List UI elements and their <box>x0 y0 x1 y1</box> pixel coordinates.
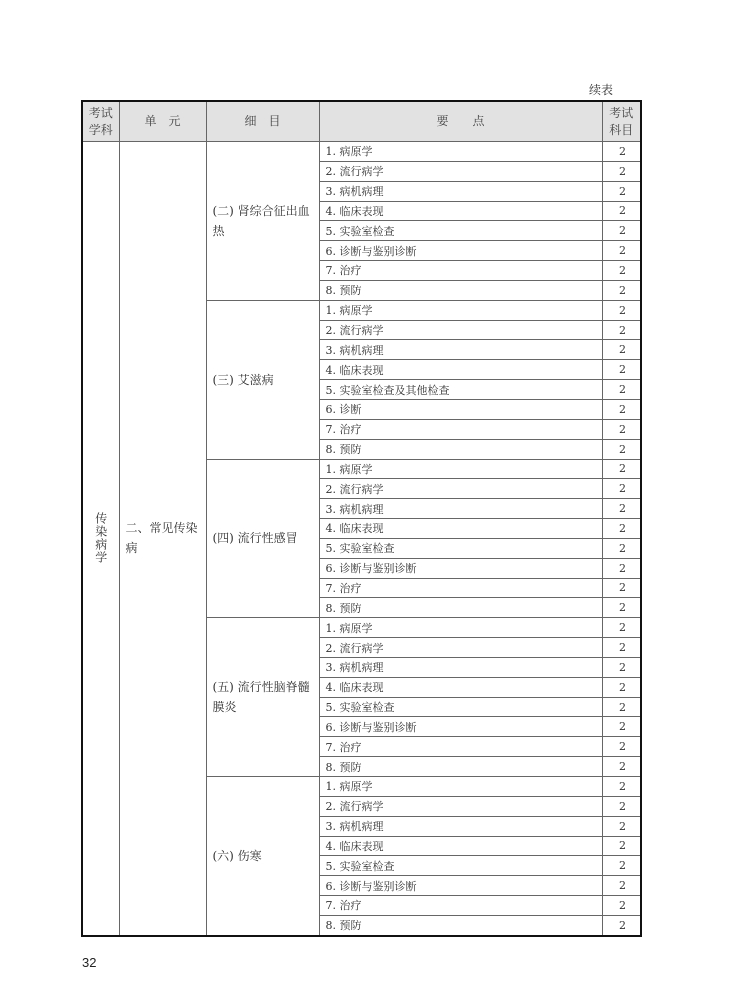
point-cell: 7. 治疗 <box>319 419 602 439</box>
syllabus-table <box>81 100 642 937</box>
score-cell: 2 <box>602 280 641 300</box>
point-cell: 8. 预防 <box>319 915 602 935</box>
score-cell: 2 <box>602 717 641 737</box>
point-cell: 5. 实验室检查 <box>319 221 602 241</box>
score-cell: 2 <box>602 896 641 916</box>
header-detail: 细 目 <box>206 101 319 142</box>
detail-cell: (六) 伤寒 <box>206 777 319 936</box>
detail-cell: (五) 流行性脑脊髓膜炎 <box>206 618 319 777</box>
score-cell: 2 <box>602 697 641 717</box>
score-cell: 2 <box>602 380 641 400</box>
score-cell: 2 <box>602 796 641 816</box>
point-cell: 4. 临床表现 <box>319 677 602 697</box>
point-cell: 8. 预防 <box>319 598 602 618</box>
score-cell: 2 <box>602 300 641 320</box>
point-cell: 4. 临床表现 <box>319 201 602 221</box>
point-cell: 7. 治疗 <box>319 737 602 757</box>
score-cell: 2 <box>602 360 641 380</box>
point-cell: 6. 诊断与鉴别诊断 <box>319 876 602 896</box>
score-cell: 2 <box>602 578 641 598</box>
score-cell: 2 <box>602 161 641 181</box>
point-cell: 1. 病原学 <box>319 142 602 162</box>
point-cell: 7. 治疗 <box>319 261 602 281</box>
header-points: 要 点 <box>319 101 602 142</box>
score-cell: 2 <box>602 876 641 896</box>
header-row <box>82 101 641 142</box>
point-cell: 2. 流行病学 <box>319 638 602 658</box>
detail-cell: (三) 艾滋病 <box>206 300 319 459</box>
point-cell: 7. 治疗 <box>319 896 602 916</box>
score-cell: 2 <box>602 459 641 479</box>
score-cell: 2 <box>602 598 641 618</box>
point-cell: 2. 流行病学 <box>319 479 602 499</box>
point-cell: 3. 病机病理 <box>319 499 602 519</box>
score-cell: 2 <box>602 439 641 459</box>
score-cell: 2 <box>602 638 641 658</box>
point-cell: 3. 病机病理 <box>319 816 602 836</box>
point-cell: 6. 诊断与鉴别诊断 <box>319 558 602 578</box>
score-cell: 2 <box>602 618 641 638</box>
point-cell: 2. 流行病学 <box>319 161 602 181</box>
point-cell: 5. 实验室检查 <box>319 856 602 876</box>
point-cell: 4. 临床表现 <box>319 360 602 380</box>
point-cell: 3. 病机病理 <box>319 657 602 677</box>
score-cell: 2 <box>602 519 641 539</box>
score-cell: 2 <box>602 340 641 360</box>
table-body <box>82 142 641 936</box>
score-cell: 2 <box>602 915 641 935</box>
point-cell: 1. 病原学 <box>319 300 602 320</box>
point-cell: 6. 诊断与鉴别诊断 <box>319 241 602 261</box>
score-cell: 2 <box>602 221 641 241</box>
score-cell: 2 <box>602 777 641 797</box>
subject-cell: 传染病学 <box>82 142 119 936</box>
point-cell: 8. 预防 <box>319 439 602 459</box>
header-subject: 考试 学科 <box>82 101 119 142</box>
point-cell: 2. 流行病学 <box>319 320 602 340</box>
score-cell: 2 <box>602 241 641 261</box>
score-cell: 2 <box>602 558 641 578</box>
point-cell: 5. 实验室检查及其他检查 <box>319 380 602 400</box>
score-cell: 2 <box>602 816 641 836</box>
point-cell: 1. 病原学 <box>319 459 602 479</box>
point-cell: 3. 病机病理 <box>319 181 602 201</box>
detail-cell: (四) 流行性感冒 <box>206 459 319 618</box>
score-cell: 2 <box>602 856 641 876</box>
point-cell: 6. 诊断与鉴别诊断 <box>319 717 602 737</box>
point-cell: 5. 实验室检查 <box>319 697 602 717</box>
header-exam-subject: 考试 科目 <box>602 101 641 142</box>
point-cell: 5. 实验室检查 <box>319 538 602 558</box>
score-cell: 2 <box>602 737 641 757</box>
score-cell: 2 <box>602 261 641 281</box>
point-cell: 1. 病原学 <box>319 777 602 797</box>
point-cell: 8. 预防 <box>319 280 602 300</box>
table-row <box>82 142 641 162</box>
point-cell: 7. 治疗 <box>319 578 602 598</box>
score-cell: 2 <box>602 757 641 777</box>
score-cell: 2 <box>602 677 641 697</box>
score-cell: 2 <box>602 538 641 558</box>
point-cell: 6. 诊断 <box>319 399 602 419</box>
point-cell: 2. 流行病学 <box>319 796 602 816</box>
point-cell: 1. 病原学 <box>319 618 602 638</box>
score-cell: 2 <box>602 181 641 201</box>
score-cell: 2 <box>602 657 641 677</box>
point-cell: 4. 临床表现 <box>319 836 602 856</box>
score-cell: 2 <box>602 479 641 499</box>
unit-cell: 二、常见传染病 <box>119 142 206 936</box>
score-cell: 2 <box>602 836 641 856</box>
score-cell: 2 <box>602 499 641 519</box>
score-cell: 2 <box>602 201 641 221</box>
score-cell: 2 <box>602 399 641 419</box>
page-number: 32 <box>82 955 97 970</box>
continued-label: 续表 <box>589 83 614 97</box>
header-unit: 单 元 <box>119 101 206 142</box>
detail-cell: (二) 肾综合征出血热 <box>206 142 319 301</box>
score-cell: 2 <box>602 142 641 162</box>
point-cell: 3. 病机病理 <box>319 340 602 360</box>
score-cell: 2 <box>602 320 641 340</box>
score-cell: 2 <box>602 419 641 439</box>
point-cell: 4. 临床表现 <box>319 519 602 539</box>
point-cell: 8. 预防 <box>319 757 602 777</box>
